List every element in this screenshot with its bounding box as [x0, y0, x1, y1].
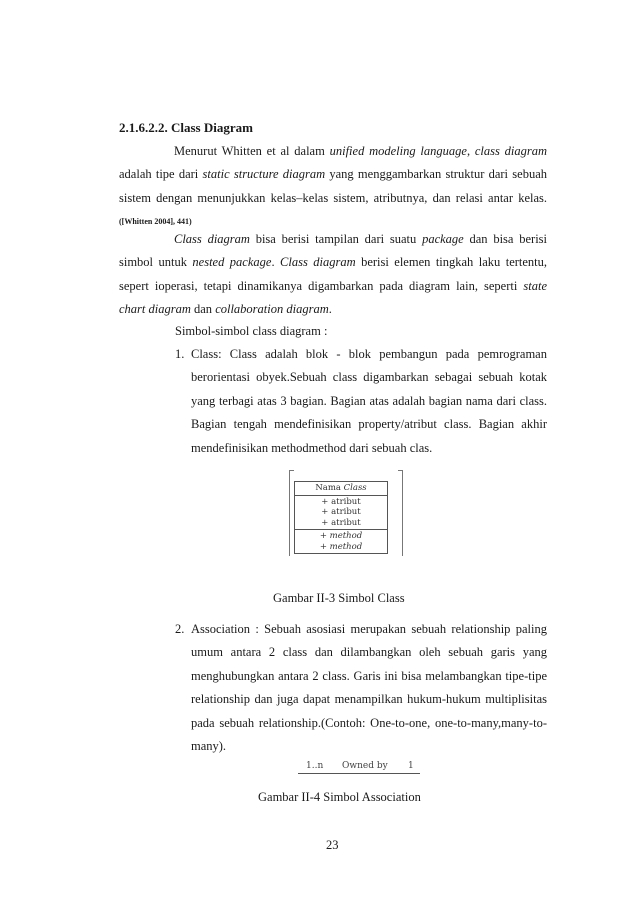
- class-method: + method: [319, 531, 363, 541]
- text-run: dan bisa berisi simbol untuk: [119, 232, 547, 270]
- list-item-association: [175, 618, 547, 758]
- right-multiplicity: 1: [408, 761, 414, 771]
- class-attributes-section: [295, 495, 387, 530]
- class-name-prefix: Nama: [315, 483, 344, 493]
- text-run: adalah tipe dari: [119, 167, 203, 182]
- class-attribute: + atribut: [321, 517, 361, 528]
- citation: ([Whitten 2004], 441): [119, 217, 192, 227]
- italic-term: nested package: [192, 255, 272, 270]
- italic-term: unified modeling language: [329, 144, 467, 158]
- text-run: .: [328, 302, 332, 317]
- class-methods-section: [295, 529, 387, 553]
- frame-tick: [398, 470, 402, 471]
- italic-term: Class diagram: [280, 255, 356, 270]
- list-item-text: Association : Sebuah asosiasi merupakan sebuah relationship paling umum antara 2 class dan dilambangkan oleh sebuah garis yang menghubungkan antara 2 class. Garis ini bisa melambangkan tipe-tipe relationship dan juga dapat menampilkan hukum-hukum multiplisitas pada sebuah relationship.(Contoh: One-to-one, one-to-many,many-to-many).: [191, 622, 547, 754]
- class-attribute: + atribut: [321, 496, 361, 507]
- figure-caption-association: Gambar II-4 Simbol Association: [258, 790, 421, 804]
- figure-caption-class: Gambar II-3 Simbol Class: [273, 591, 405, 605]
- class-attribute: + atribut: [321, 507, 361, 517]
- list-number: 1.: [175, 347, 185, 361]
- text-run: .: [271, 255, 281, 270]
- class-name-italic: Class: [343, 483, 367, 493]
- symbols-intro: Simbol-simbol class diagram :: [175, 324, 328, 338]
- paragraph-class-diagram-contents: [119, 228, 547, 322]
- class-name-section: [295, 482, 387, 495]
- text-run: berisi elemen tingkah laku tertentu, sepert ioperasi, tetapi dinamikanya digambarkan pada diagram lain, seperti: [119, 255, 548, 293]
- text-run: bisa berisi tampilan dari suatu: [249, 232, 423, 246]
- list-item-text: Class: Class adalah blok - blok pembangun pada pemrograman berorientasi obyek.Sebuah class digambarkan sebagai sebuah kotak yang terbagi atas 3 bagian. Bagian atas adalah bagian nama dari class. Bagian tengah mendefinisikan property/atribut class. Bagian akhir mendefinisikan methodmethod dari sebuah clas.: [191, 347, 547, 455]
- paragraph-class-diagram-definition: [119, 140, 547, 238]
- association-line: [298, 773, 420, 774]
- text-run: ,: [466, 144, 475, 158]
- text-run: Menurut Whitten et al dalam: [174, 144, 330, 158]
- italic-term: package: [422, 232, 464, 246]
- text-run: dan: [190, 302, 216, 317]
- frame-tick: [290, 470, 294, 471]
- class-name: [295, 483, 387, 494]
- italic-term: state chart diagram: [119, 278, 547, 317]
- italic-term: collaboration diagram: [215, 302, 329, 317]
- page-number: 23: [326, 838, 339, 852]
- section-heading: 2.1.6.2.2. Class Diagram: [119, 120, 253, 135]
- class-method: + method: [319, 541, 363, 552]
- italic-term: static structure diagram: [202, 167, 326, 182]
- italic-term: Class diagram: [174, 232, 250, 246]
- class-symbol-figure: [294, 481, 388, 554]
- text-run: yang menggambarkan struktur dari sebuah sistem dengan menunjukkan kelas–kelas sistem, atributnya, dan relasi antar kelas.: [119, 167, 547, 205]
- italic-term: class diagram: [474, 144, 548, 158]
- list-item-class: [175, 343, 547, 460]
- left-multiplicity: 1..n: [306, 761, 324, 771]
- list-number: 2.: [175, 622, 185, 636]
- association-label: Owned by: [342, 761, 388, 771]
- association-symbol-figure: [298, 761, 420, 775]
